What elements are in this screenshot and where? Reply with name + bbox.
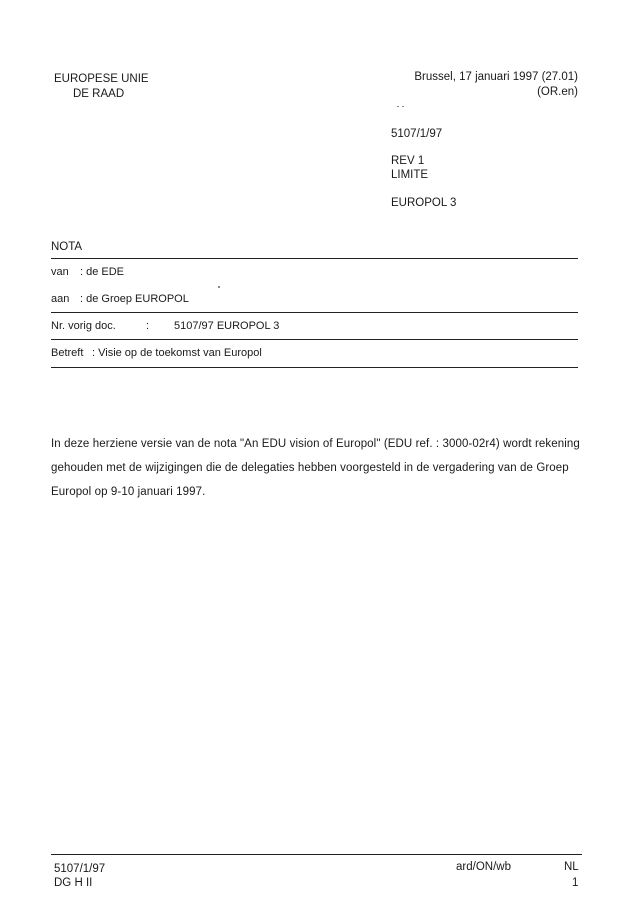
subject-label: Betreft bbox=[51, 347, 84, 359]
scan-speck bbox=[397, 106, 399, 107]
footer-language: NL bbox=[564, 861, 579, 873]
scan-speck bbox=[402, 106, 404, 107]
place-date: Brussel, 17 januari 1997 (27.01) bbox=[414, 71, 578, 83]
subject-code: EUROPOL 3 bbox=[391, 197, 457, 209]
note-title: NOTA bbox=[51, 241, 83, 253]
from-value: : de EDE bbox=[80, 266, 125, 278]
previous-doc-value: 5107/97 EUROPOL 3 bbox=[174, 320, 280, 332]
document-number: 5107/1/97 bbox=[391, 128, 443, 140]
to-label: aan bbox=[51, 293, 70, 305]
subject-value: : Visie op de toekomst van Europol bbox=[92, 347, 262, 359]
previous-doc-colon: : bbox=[146, 320, 150, 332]
footer-directorate: DG H II bbox=[54, 877, 93, 889]
page-number: 1 bbox=[572, 877, 579, 889]
divider bbox=[51, 339, 578, 340]
revision: REV 1 bbox=[391, 155, 425, 167]
scan-speck bbox=[218, 286, 220, 288]
body-paragraph: In deze herziene versie van de nota "An EDU vision of Europol" (EDU ref. : 3000-02r4) wordt rekening gehouden met de wijzigingen die de delegaties hebben voorgesteld in de vergadering van de Groep Europol op 9-10 januari 1997. bbox=[51, 438, 580, 498]
to-value: : de Groep EUROPOL bbox=[80, 293, 189, 305]
footer-divider bbox=[51, 854, 582, 855]
original-language: (OR.en) bbox=[537, 86, 578, 98]
previous-doc-label: Nr. vorig doc. bbox=[51, 320, 116, 332]
footer-document-number: 5107/1/97 bbox=[54, 863, 106, 875]
footer-initials: ard/ON/wb bbox=[456, 861, 511, 873]
divider bbox=[51, 367, 578, 368]
classification: LIMITE bbox=[391, 169, 429, 181]
org-name-line2: DE RAAD bbox=[73, 88, 125, 100]
divider bbox=[51, 312, 578, 313]
divider bbox=[51, 258, 578, 259]
from-label: van bbox=[51, 266, 69, 278]
org-name-line1: EUROPESE UNIE bbox=[54, 73, 149, 85]
